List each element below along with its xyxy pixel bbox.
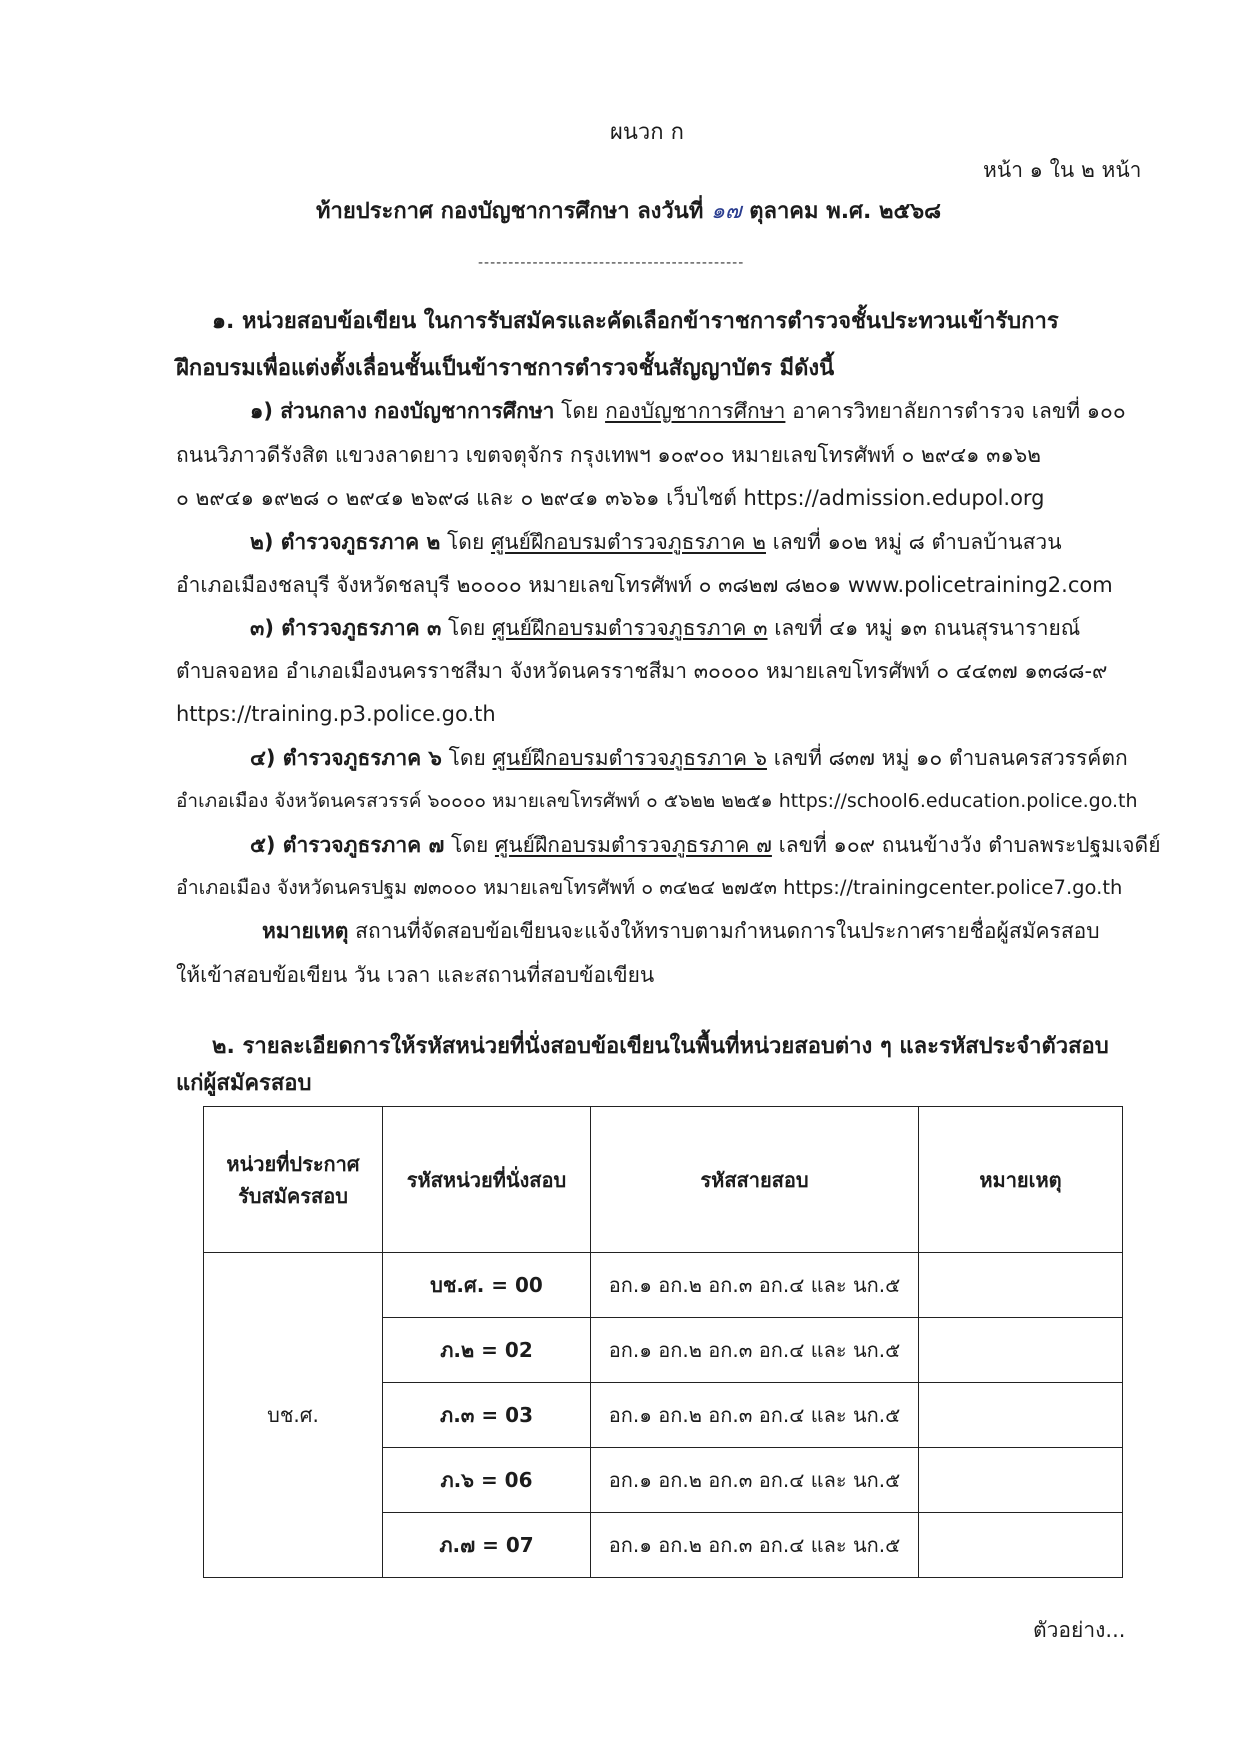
attached-line-post: ตุลาคม พ.ศ. ๒๕๖๘: [749, 199, 942, 224]
section2-heading-line1: ๒. รายละเอียดการให้รหัสหน่วยที่นั่งสอบข้อเขียนในพื้นที่หน่วยสอบต่าง ๆ และรหัสประจำตัวสอบ: [212, 1034, 1109, 1059]
note-line2: ให้เข้าสอบข้อเขียน วัน เวลา และสถานที่สอบข้อเขียน: [176, 963, 655, 987]
item-5-line2: อำเภอเมือง จังหวัดนครปฐม ๗๓๐๐๐ หมายเลขโทรศัพท์ ๐ ๓๔๒๔ ๒๗๕๓ https://trainingcenter.police7.go.th: [176, 876, 1123, 899]
item-1-rest: อาคารวิทยาลัยการตำรวจ เลขที่ ๑๐๐: [792, 399, 1126, 423]
header-unit-line2: รับสมัครสอบ: [238, 1183, 348, 1208]
item-1-name: ๑) ส่วนกลาง กองบัญชาการศึกษา: [250, 399, 555, 423]
item-4-rest: เลขที่ ๘๓๗ หมู่ ๑๐ ตำบลนครสวรรค์ตก: [773, 746, 1128, 770]
item-4-line1: [250, 743, 1128, 773]
item-2-line1: [250, 527, 1062, 557]
table-header-row: [204, 1107, 1123, 1253]
note-label: หมายเหตุ: [262, 919, 349, 943]
continued-marker: ตัวอย่าง...: [1033, 1618, 1126, 1642]
item-1-by: โดย: [561, 399, 599, 423]
header-unit-line1: หน่วยที่ประกาศ: [226, 1151, 360, 1176]
remark-cell: [919, 1448, 1123, 1513]
seat-code-cell: ภ.๒ = 02: [383, 1318, 591, 1383]
item-2-rest: เลขที่ ๑๐๒ หมู่ ๘ ตำบลบ้านสวน: [772, 530, 1062, 554]
remark-cell: [919, 1383, 1123, 1448]
note-text: สถานที่จัดสอบข้อเขียนจะแจ้งให้ทราบตามกำหนดการในประกาศรายชื่อผู้สมัครสอบ: [355, 919, 1100, 943]
header-line-code: รหัสสายสอบ: [591, 1107, 919, 1253]
seat-code-cell: บช.ศ. = 00: [383, 1253, 591, 1318]
line-code-cell: อก.๑ อก.๒ อก.๓ อก.๔ และ นก.๕: [591, 1513, 919, 1578]
unit-cell: บช.ศ.: [204, 1253, 383, 1578]
header-unit: [204, 1107, 383, 1253]
line-code-cell: อก.๑ อก.๒ อก.๓ อก.๔ และ นก.๕: [591, 1318, 919, 1383]
attached-line: [316, 193, 941, 228]
item-3-line3: https://training.p3.police.go.th: [176, 702, 496, 726]
remark-cell: [919, 1513, 1123, 1578]
header-seat-code: รหัสหน่วยที่นั่งสอบ: [383, 1107, 591, 1253]
item-3-name: ๓) ตำรวจภูธรภาค ๓: [250, 616, 442, 640]
item-2-org: ศูนย์ฝึกอบรมตำรวจภูธรภาค ๒: [490, 530, 766, 554]
table-row: [204, 1253, 1123, 1318]
item-3-line2: ตำบลจอหอ อำเภอเมืองนครราชสีมา จังหวัดนครราชสีมา ๓๐๐๐๐ หมายเลขโทรศัพท์ ๐ ๔๔๓๗ ๑๓๘๘-๙: [176, 659, 1108, 683]
item-5-org: ศูนย์ฝึกอบรมตำรวจภูธรภาค ๗: [494, 833, 772, 857]
item-4-org: ศูนย์ฝึกอบรมตำรวจภูธรภาค ๖: [492, 746, 767, 770]
item-2-by: โดย: [447, 530, 485, 554]
item-4-line2: อำเภอเมือง จังหวัดนครสวรรค์ ๖๐๐๐๐ หมายเลขโทรศัพท์ ๐ ๕๖๒๒ ๒๒๕๑ https://school6.education.police.go.th: [176, 790, 1138, 812]
item-5-rest: เลขที่ ๑๐๙ ถนนข้างวัง ตำบลพระปฐมเจดีย์: [778, 833, 1161, 857]
item-3-by: โดย: [448, 616, 486, 640]
item-3-rest: เลขที่ ๔๑ หมู่ ๑๓ ถนนสุรนารายณ์: [774, 616, 1081, 640]
item-5-line1: [250, 830, 1161, 860]
line-code-cell: อก.๑ อก.๒ อก.๓ อก.๔ และ นก.๕: [591, 1448, 919, 1513]
exam-code-table: [203, 1106, 1123, 1578]
seat-code-cell: ภ.๗ = 07: [383, 1513, 591, 1578]
header-remark: หมายเหตุ: [919, 1107, 1123, 1253]
attached-line-pre: ท้ายประกาศ กองบัญชาการศึกษา ลงวันที่: [316, 199, 704, 224]
item-2-line2: อำเภอเมืองชลบุรี จังหวัดชลบุรี ๒๐๐๐๐ หมายเลขโทรศัพท์ ๐ ๓๘๒๗ ๘๒๐๑ www.policetraining2.com: [176, 573, 1113, 597]
section1-heading-line1: ๑. หน่วยสอบข้อเขียน ในการรับสมัครและคัดเลือกข้าราชการตำรวจชั้นประทวนเข้ารับการ: [212, 309, 1059, 334]
note-line1: [262, 916, 1100, 946]
attached-day: ๑๗: [711, 199, 742, 224]
item-1-line3: ๐ ๒๙๔๑ ๑๙๒๘ ๐ ๒๙๔๑ ๒๖๙๘ และ ๐ ๒๙๔๑ ๓๖๖๑ เว็บไซต์ https://admission.edupol.org: [176, 486, 1045, 510]
remark-cell: [919, 1318, 1123, 1383]
remark-cell: [919, 1253, 1123, 1318]
seat-code-cell: ภ.๓ = 03: [383, 1383, 591, 1448]
item-3-line1: [250, 613, 1080, 643]
item-5-by: โดย: [451, 833, 489, 857]
item-3-org: ศูนย์ฝึกอบรมตำรวจภูธรภาค ๓: [491, 616, 768, 640]
item-4-by: โดย: [448, 746, 486, 770]
line-code-cell: อก.๑ อก.๒ อก.๓ อก.๔ และ นก.๕: [591, 1253, 919, 1318]
item-1-line2: ถนนวิภาวดีรังสิต แขวงลาดยาว เขตจตุจักร กรุงเทพฯ ๑๐๙๐๐ หมายเลขโทรศัพท์ ๐ ๒๙๔๑ ๓๑๖๒: [176, 443, 1041, 467]
item-5-name: ๕) ตำรวจภูธรภาค ๗: [250, 833, 445, 857]
item-1-line1: [250, 396, 1126, 426]
separator-line: --------------------------------------------: [478, 255, 745, 271]
section1-heading-line2: ฝึกอบรมเพื่อแต่งตั้งเลื่อนชั้นเป็นข้าราชการตำรวจชั้นสัญญาบัตร มีดังนี้: [176, 356, 835, 381]
page-indicator: หน้า ๑ ใน ๒ หน้า: [983, 158, 1142, 182]
item-1-org: กองบัญชาการศึกษา: [605, 399, 786, 423]
seat-code-cell: ภ.๖ = 06: [383, 1448, 591, 1513]
item-2-name: ๒) ตำรวจภูธรภาค ๒: [250, 530, 441, 554]
section2-heading-line2: แก่ผู้สมัครสอบ: [176, 1071, 312, 1096]
line-code-cell: อก.๑ อก.๒ อก.๓ อก.๔ และ นก.๕: [591, 1383, 919, 1448]
annex-label: ผนวก ก: [610, 120, 684, 145]
item-4-name: ๔) ตำรวจภูธรภาค ๖: [250, 746, 442, 770]
